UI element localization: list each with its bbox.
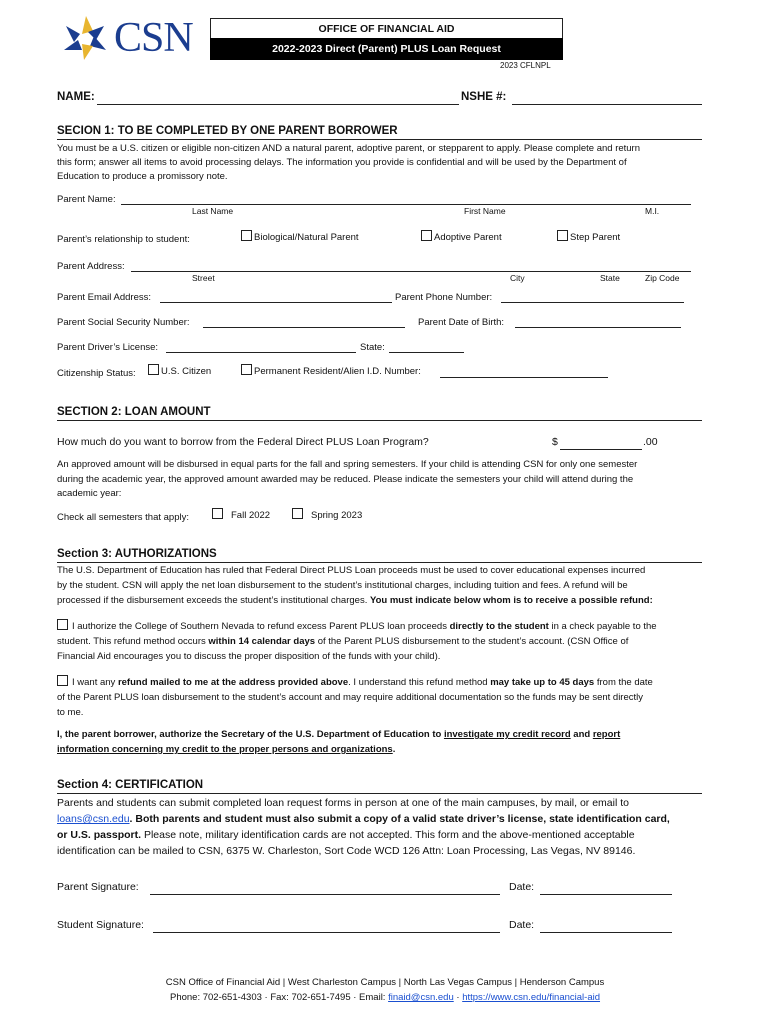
section-2-rule <box>57 420 702 421</box>
phone-input[interactable] <box>501 302 684 303</box>
name-label: NAME: <box>57 91 95 103</box>
ssn-input[interactable] <box>203 327 405 328</box>
license-input[interactable] <box>166 352 356 353</box>
dob-input[interactable] <box>515 327 681 328</box>
phone-label: Parent Phone Number: <box>395 292 493 303</box>
s3-p1-line3-bold: You must indicate below whom is to receive a possible refund: <box>369 595 653 606</box>
footer-contact <box>0 992 770 1003</box>
auth-text-1: I, the parent borrower, authorize the Secretary of the U.S. Department of Education to <box>57 729 442 740</box>
parent-date-label: Date: <box>509 881 535 893</box>
o2-bold-1: refund mailed to me at the address provided above <box>117 677 349 688</box>
o1-bold-2: within 14 calendar days <box>208 636 316 647</box>
s1-intro-line3: Education to produce a promissory note. <box>57 171 228 182</box>
us-citizen-option[interactable] <box>148 364 211 379</box>
auth-credit-record: investigate my credit record <box>443 729 571 740</box>
last-name-caption: Last Name <box>192 206 234 216</box>
parent-signature-input[interactable] <box>150 894 500 895</box>
o2-bold-2: may take up to 45 days <box>490 677 595 688</box>
student-date-label: Date: <box>509 919 535 931</box>
section-3-title: Section 3: AUTHORIZATIONS <box>57 548 217 560</box>
rel-bio-label: Biological/Natural Parent <box>254 232 359 243</box>
s2-note-line1: An approved amount will be disbursed in equal parts for the fall and spring semesters. If your child is attending CSN for only one semester <box>57 459 638 470</box>
s1-intro-line1: You must be a U.S. citizen or eligible non-citizen AND a natural parent, adoptive parent, or stepparent to apply. Please complete and return <box>57 143 641 154</box>
form-title-text: 2022-2023 Direct (Parent) PLUS Loan Request <box>272 43 501 55</box>
o1-text-1: I authorize the College of Southern Nevada to refund excess Parent PLUS loan proceeds <box>72 621 447 632</box>
csn-logo <box>60 12 200 64</box>
o2-line3: to me. <box>57 707 84 718</box>
section-1-rule <box>57 139 702 140</box>
us-citizen-label: U.S. Citizen <box>161 366 212 377</box>
license-state-label: State: <box>360 342 385 353</box>
address-label: Parent Address: <box>57 261 125 272</box>
permanent-resident-option[interactable] <box>241 364 421 379</box>
form-code: 2023 CFLNPL <box>500 61 551 70</box>
first-name-caption: First Name <box>464 206 506 216</box>
o1-bold-1: directly to the student <box>449 621 549 632</box>
zip-caption: Zip Code <box>645 273 680 283</box>
parent-name-input[interactable] <box>121 204 691 205</box>
parent-signature-label: Parent Signature: <box>57 881 139 893</box>
us-citizen-checkbox[interactable] <box>148 364 159 375</box>
s4-line3-bold: or U.S. passport. <box>57 829 142 841</box>
authorization-statement <box>57 727 620 742</box>
s4-line3 <box>57 827 635 844</box>
footer-website-link[interactable]: https://www.csn.edu/financial-aid <box>462 992 601 1003</box>
s3-p1-line3-text: processed if the disbursement exceeds the student’s institutional charges. <box>57 595 368 606</box>
rel-bio-option[interactable] <box>241 230 359 245</box>
relationship-label: Parent’s relationship to student: <box>57 234 190 245</box>
mi-caption: M.I. <box>645 206 660 216</box>
office-title-text: OFFICE OF FINANCIAL AID <box>318 23 455 35</box>
rel-adoptive-label: Adoptive Parent <box>434 232 502 243</box>
o2-line2: of the Parent PLUS loan disbursement to the student’s account and may require additional documentation so the funds may be sent directly <box>57 692 644 703</box>
form-title <box>210 38 563 60</box>
parent-date-input[interactable] <box>540 894 672 895</box>
footer-campuses: CSN Office of Financial Aid | West Charleston Campus | North Las Vegas Campus | Henderson Campus <box>165 977 605 988</box>
s3-p1-line1: The U.S. Department of Education has ruled that Federal Direct PLUS Loan proceeds must be used to cover educational expenses incurred <box>57 565 646 576</box>
s3-p1-line2: by the student. CSN will apply the net loan disbursement to the student’s institutional charges, including tuition and fees. A refund will be <box>57 580 628 591</box>
o1-text-4: of the Parent PLUS disbursement to the student’s account. (CSN Office of <box>317 636 629 647</box>
license-state-input[interactable] <box>389 352 464 353</box>
dob-label: Parent Date of Birth: <box>418 317 505 328</box>
authorization-statement-line2 <box>57 742 395 757</box>
o2-text-1: I want any <box>72 677 116 688</box>
csn-star-icon <box>60 12 112 64</box>
office-title <box>210 18 563 40</box>
dollar-sign: $ <box>552 436 558 448</box>
loan-question: How much do you want to borrow from the Federal Direct PLUS Loan Program? <box>57 436 429 448</box>
auth-report: report <box>592 729 621 740</box>
section-1-title: SECION 1: TO BE COMPLETED BY ONE PARENT BORROWER <box>57 125 398 137</box>
spring-option[interactable] <box>292 508 362 523</box>
cents-label: .00 <box>643 436 658 448</box>
auth-text-2: information concerning my credit to the proper persons and organizations <box>57 744 393 755</box>
spring-checkbox[interactable] <box>292 508 303 519</box>
rel-adoptive-option[interactable] <box>421 230 502 245</box>
footer-phone: Phone: 702-651-4303 · Fax: 702-651-7495 · Email: <box>169 992 386 1003</box>
s4-line4: identification can be mailed to CSN, 6375 W. Charleston, Sort Code WCD 126 Attn: Loan Processing, Las Vegas, NV 89146. <box>57 845 636 857</box>
permanent-resident-label: Permanent Resident/Alien I.D. Number: <box>254 366 421 377</box>
footer-sep: · <box>456 992 460 1003</box>
section-2-title: SECTION 2: LOAN AMOUNT <box>57 406 211 418</box>
citizenship-label: Citizenship Status: <box>57 368 136 379</box>
refund-student-checkbox[interactable] <box>57 619 68 630</box>
license-label: Parent Driver’s License: <box>57 342 159 353</box>
o1-text-3: student. This refund method occurs <box>57 636 206 647</box>
loans-email-link[interactable]: loans@csn.edu <box>57 813 130 825</box>
fall-label: Fall 2022 <box>231 510 271 521</box>
spring-label: Spring 2023 <box>311 510 363 521</box>
city-caption: City <box>510 273 525 283</box>
parent-name-label: Parent Name: <box>57 194 116 205</box>
street-caption: Street <box>192 273 215 283</box>
footer-email-link[interactable]: finaid@csn.edu <box>388 992 454 1003</box>
address-input[interactable] <box>131 271 691 272</box>
loan-amount-input[interactable] <box>560 449 642 450</box>
auth-and: and <box>573 729 591 740</box>
student-date-input[interactable] <box>540 932 672 933</box>
student-signature-label: Student Signature: <box>57 919 144 931</box>
section-4-rule <box>57 793 702 794</box>
s2-note-line3: academic year: <box>57 488 122 499</box>
nshe-label: NSHE #: <box>461 91 507 103</box>
o1-line2 <box>57 634 628 649</box>
permanent-resident-checkbox[interactable] <box>241 364 252 375</box>
semesters-label: Check all semesters that apply: <box>57 512 190 523</box>
refund-parent-option[interactable] <box>57 675 653 690</box>
s4-line3-text: Please note, military identification cards are not accepted. This form and the above-mentioned acceptable <box>143 829 635 841</box>
s1-intro-line2: this form; answer all items to avoid processing delays. The information you provide is confidential and will be used by the Department of <box>57 157 627 168</box>
rel-step-checkbox[interactable] <box>557 230 568 241</box>
email-label: Parent Email Address: <box>57 292 151 303</box>
s3-p1-line3 <box>57 593 653 608</box>
o2-text-3: from the date <box>596 677 653 688</box>
name-input[interactable] <box>97 104 459 105</box>
rel-step-label: Step Parent <box>570 232 621 243</box>
s4-line1: Parents and students can submit completed loan request forms in person at one of the main campuses, by mail, or email to <box>57 797 629 809</box>
s2-note-line2: during the academic year, the approved amount awarded may be reduced. Please indicate the semesters your child will attend during the <box>57 474 634 485</box>
fall-checkbox[interactable] <box>212 508 223 519</box>
rel-adoptive-checkbox[interactable] <box>421 230 432 241</box>
fall-option[interactable] <box>212 508 270 523</box>
ssn-label: Parent Social Security Number: <box>57 317 190 328</box>
alien-id-input[interactable] <box>440 377 608 378</box>
s4-line2-bold: . Both parents and student must also submit a copy of a valid state driver’s license, state identification card, <box>129 813 670 825</box>
state-caption: State <box>600 273 620 283</box>
refund-student-option[interactable] <box>57 619 657 634</box>
auth-end: . <box>392 744 396 755</box>
nshe-input[interactable] <box>512 104 702 105</box>
csn-logo-text: CSN <box>114 15 193 61</box>
o1-text-2: in a check payable to the <box>551 621 657 632</box>
section-4-title: Section 4: CERTIFICATION <box>57 779 204 791</box>
rel-bio-checkbox[interactable] <box>241 230 252 241</box>
rel-step-option[interactable] <box>557 230 620 245</box>
o2-text-2: . I understand this refund method <box>348 677 488 688</box>
email-input[interactable] <box>160 302 392 303</box>
refund-parent-checkbox[interactable] <box>57 675 68 686</box>
o1-line3: Financial Aid encourages you to discuss the proper disposition of the funds with your child). <box>57 651 441 662</box>
s4-line2 <box>57 811 670 828</box>
student-signature-input[interactable] <box>153 932 500 933</box>
